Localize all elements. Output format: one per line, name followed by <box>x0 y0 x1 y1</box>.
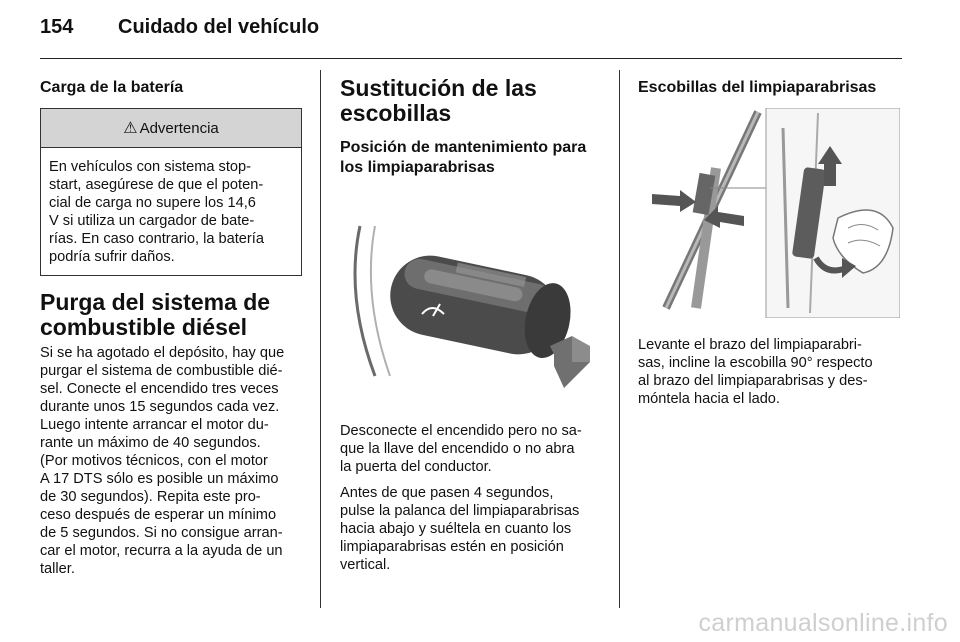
watermark: carmanualsonline.info <box>698 609 948 637</box>
warning-label: Advertencia <box>139 119 219 137</box>
text-line: pulse la palanca del limpiaparabrisas <box>340 503 580 519</box>
column-wiper-replacement <box>340 72 604 574</box>
text-line: ceso después de esperar un mínimo <box>40 507 277 523</box>
text-line: hacia abajo y suéltela en cuanto los <box>340 521 572 537</box>
text-line: (Por motivos técnicos, con el motor <box>40 453 268 469</box>
warning-box <box>40 108 302 276</box>
battery-charge-heading: Carga de la batería <box>40 79 184 96</box>
text-line: la puerta del conductor. <box>340 459 492 475</box>
text-line: start, asegúrese de que el poten- <box>49 177 264 193</box>
heading-line: combustible diésel <box>40 314 248 340</box>
fuel-purge-paragraph <box>40 344 302 578</box>
text-line: rante un máximo de 40 segundos. <box>40 435 261 451</box>
page-title: Cuidado del vehículo <box>118 16 320 38</box>
text-line: A 17 DTS sólo es posible un máximo <box>40 471 279 487</box>
text-line: sel. Conecte el encendido tres veces <box>40 381 279 397</box>
wiper-replacement-heading <box>340 76 604 126</box>
text-line: limpiaparabrisas estén en posición <box>340 539 564 555</box>
wiper-blades-heading: Escobillas del limpiaparabrisas <box>638 79 877 96</box>
text-line: sas, incline la escobilla 90° respecto <box>638 355 873 371</box>
text-line: Luego intente arrancar el motor du- <box>40 417 269 433</box>
heading-line: Sustitución de las <box>340 75 537 101</box>
column-divider <box>619 70 620 608</box>
text-line: Antes de que pasen 4 segundos, <box>340 485 554 501</box>
text-line: taller. <box>40 561 75 577</box>
column-wiper-blades <box>638 72 900 408</box>
wiper-blade-paragraph <box>638 336 900 408</box>
warning-text <box>41 148 301 275</box>
heading-line: escobillas <box>340 100 452 126</box>
text-line: V si utiliza un cargador de bate- <box>49 213 255 229</box>
text-line: al brazo del limpiaparabrisas y des- <box>638 373 868 389</box>
header-divider <box>40 58 902 59</box>
warning-header <box>41 109 301 148</box>
text-line: purgar el sistema de combustible dié- <box>40 363 283 379</box>
text-line: vertical. <box>340 557 391 573</box>
text-line: de 30 segundos). Repita este pro- <box>40 489 261 505</box>
text-line: Desconecte el encendido pero no sa- <box>340 423 582 439</box>
text-line: durante unos 15 segundos cada vez. <box>40 399 280 415</box>
fuel-purge-heading <box>40 290 302 340</box>
text-line: car el motor, recurra a la ayuda de un <box>40 543 283 559</box>
service-position-heading <box>340 138 604 178</box>
arrow-right-icon <box>652 190 696 212</box>
arrow-down-icon <box>550 336 590 388</box>
page-header <box>40 16 319 48</box>
text-line: cial de carga no supere los 14,6 <box>49 195 256 211</box>
text-line: Si se ha agotado el depósito, hay que <box>40 345 285 361</box>
heading-line: Purga del sistema de <box>40 289 271 315</box>
text-line: Levante el brazo del limpiaparabri- <box>638 337 862 353</box>
wiper-blade-illustration <box>638 108 900 318</box>
text-line: que la llave del encendido o no abra <box>340 441 575 457</box>
column-divider <box>320 70 321 608</box>
text-line: móntela hacia el lado. <box>638 391 780 407</box>
ignition-paragraph <box>340 422 604 476</box>
warning-triangle-icon: ⚠ <box>123 120 138 137</box>
wiper-lever-illustration <box>340 186 602 408</box>
column-battery-and-fuel <box>40 72 302 578</box>
heading-line: los limpiaparabrisas <box>340 159 495 176</box>
page-number: 154 <box>40 16 74 38</box>
text-line: de 5 segundos. Si no consigue arran- <box>40 525 283 541</box>
text-line: rías. En caso contrario, la batería <box>49 231 264 247</box>
heading-line: Posición de mantenimiento para <box>340 139 587 156</box>
text-line: podría sufrir daños. <box>49 249 175 265</box>
text-line: En vehículos con sistema stop- <box>49 159 251 175</box>
lever-paragraph <box>340 484 604 574</box>
